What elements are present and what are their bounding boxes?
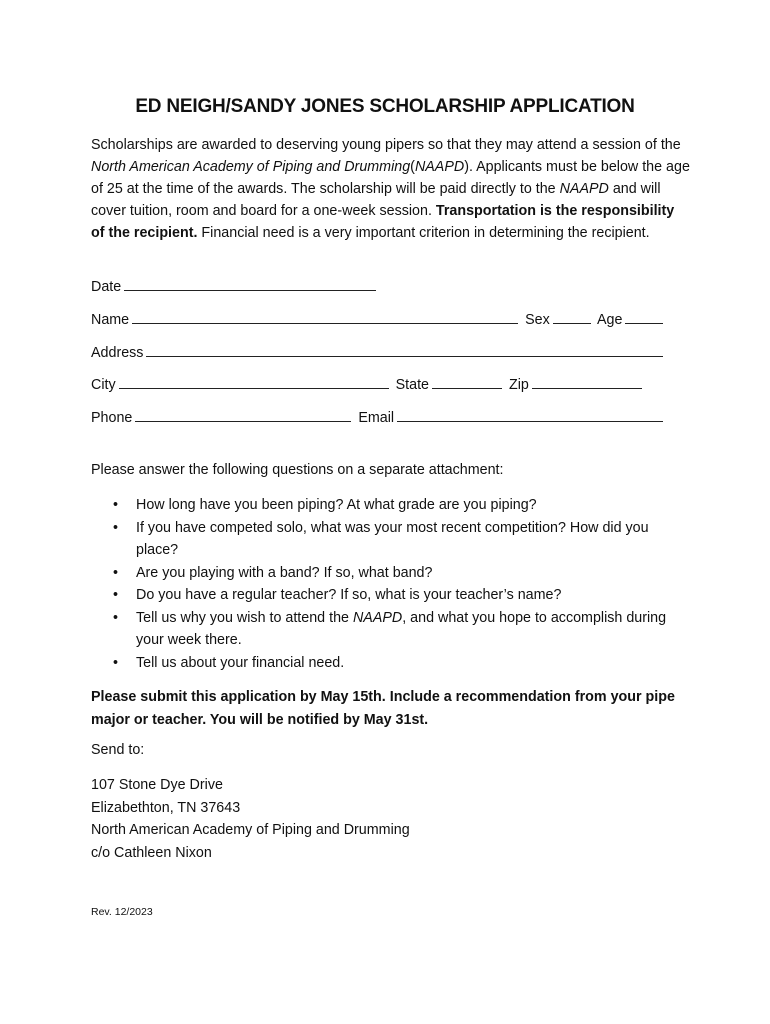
intro-text-4: Financial need is a very important criterion in determining the recipient. [197,225,650,241]
name-row [91,311,666,328]
send-to-label: Send to: [91,742,145,758]
bullet-icon: • [113,497,119,513]
transport-note: Transportation is the responsibility of the recipient. [91,203,675,241]
sex-field[interactable] [553,311,591,324]
list-item [91,652,691,675]
academy-name: North American Academy of Piping and Drumming [91,159,411,175]
submit-deadline: Please submit this application by May 15th [91,689,382,705]
address-label: Address [91,345,144,361]
date-field[interactable] [124,278,376,291]
naapd-abbrev: NAAPD [414,159,465,175]
sex-label: Sex [525,312,550,328]
age-field[interactable] [625,311,663,324]
question-text: Do you have a regular teacher? If so, what is your teacher’s name? [136,587,562,603]
naapd-abbrev-3: NAAPD [352,609,403,626]
questions-intro: Please answer the following questions on a separate attachment: [91,462,504,478]
address-line-2: Elizabethton, TN 37643 [91,799,241,816]
date-row [91,278,379,295]
email-label: Email [358,410,395,426]
state-label: State [395,377,429,393]
intro-text-3: and will cover tuition, room and board for a one-week session. [91,181,661,219]
phone-label: Phone [91,410,133,426]
state-field[interactable] [432,376,502,389]
list-item [91,584,691,607]
intro-text-2: ). Applicants must be below the age of 25 at the time of the awards. The scholarship will be paid directly to the [91,159,690,197]
date-label: Date [91,279,122,295]
question-text: How long have you been piping? At what grade are you piping? [136,497,537,513]
submit-notification: . You will be notified by May 31st. [202,711,429,728]
address-line-3: North American Academy of Piping and Drumming [91,822,410,838]
city-label: City [91,377,116,393]
questions-list [91,494,691,674]
bullet-icon: • [113,609,119,626]
page-title: ED NEIGH/SANDY JONES SCHOLARSHIP APPLICATION [135,96,635,117]
address-line-4: c/o Cathleen Nixon [91,844,212,861]
submit-recommendation: . Include a recommendation from your pipe major or teacher [91,689,675,728]
question-text-cont: , and what you hope to accomplish during your week there. [136,609,667,648]
naapd-abbrev-2: NAAPD [559,181,609,197]
address-line-1: 107 Stone Dye Drive [91,777,223,793]
mailing-address [91,774,410,864]
address-field[interactable] [146,344,663,357]
list-item [91,517,691,562]
list-item [91,607,691,652]
age-label: Age [596,312,623,328]
city-field[interactable] [119,376,389,389]
phone-field[interactable] [135,409,351,422]
name-label: Name [91,312,130,328]
intro-text-1: Scholarships are awarded to deserving young pipers so that they may attend a session of the [91,137,681,153]
email-field[interactable] [397,409,663,422]
name-field[interactable] [132,311,518,324]
address-row [91,344,666,361]
bullet-icon: • [113,587,119,603]
intro-paragraph [91,134,691,244]
phone-row [91,409,666,426]
revision-date: Rev. 12/2023 [91,906,153,918]
list-item [91,494,691,517]
zip-label: Zip [508,377,529,393]
bullet-icon: • [113,519,119,536]
bullet-icon: • [113,654,119,671]
question-text: Tell us about your financial need. [136,654,345,671]
question-text: If you have competed solo, what was your most recent competition? How did you place? [136,519,649,558]
question-text: Tell us why you wish to attend the [136,609,353,626]
bullet-icon: • [113,564,119,581]
city-row [91,376,645,393]
submit-instructions [91,686,691,731]
zip-field[interactable] [532,376,642,389]
list-item [91,562,691,585]
intro-paren: ( [410,159,415,175]
question-text: Are you playing with a band? If so, what band? [136,564,433,581]
